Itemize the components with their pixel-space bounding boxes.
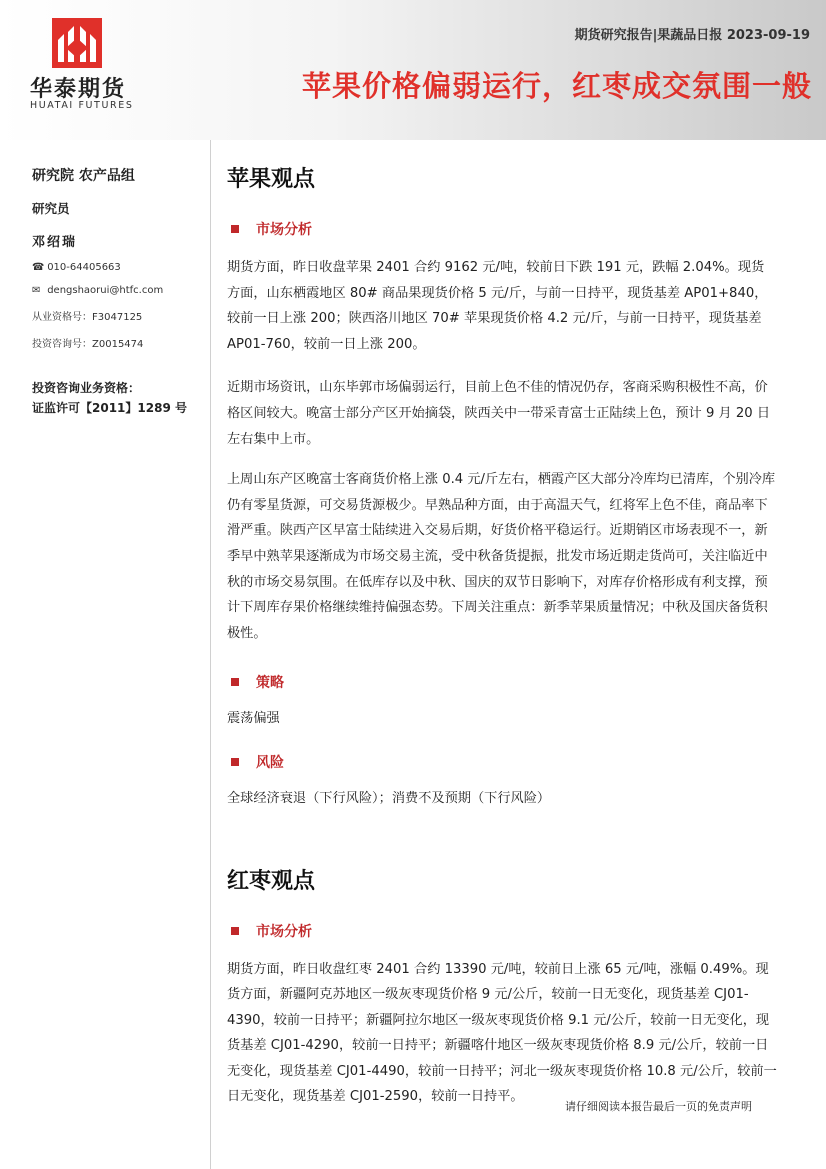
column-divider (210, 140, 211, 1169)
phone-number: 010-64405663 (47, 262, 121, 273)
apple-risk-heading (227, 752, 777, 772)
qualification-title: 投资咨询业务资格： (32, 381, 141, 395)
huatai-logo-icon (52, 18, 102, 68)
department: 研究院 农产品组 (32, 168, 135, 184)
bullet-square-icon (231, 758, 239, 766)
apple-strategy-text: 震荡偏强 (227, 711, 280, 727)
bullet-square-icon (231, 678, 239, 686)
license-number: F3047125 (92, 312, 143, 323)
jujube-market-heading (227, 921, 777, 941)
consult-label: 投资咨询号： (32, 339, 92, 350)
main-content (227, 162, 777, 1110)
jujube-section-title: 红枣观点 (227, 868, 316, 894)
analyst-role: 研究员 (32, 201, 70, 216)
sidebar (32, 165, 202, 418)
phone-line (32, 262, 202, 273)
disclaimer-note: 请仔细阅读本报告最后一页的免责声明 (565, 1100, 752, 1113)
logo-name-cn: 华泰期货 (30, 77, 127, 102)
apple-market-label: 市场分析 (256, 222, 312, 238)
apple-paragraph-2: 近期市场资讯，山东毕郭市场偏弱运行，目前上色不佳的情况仍存，客商采购积极性不高，价格区间较大。晚富士部分产区开始摘袋，陕西关中一带采青富士正陆续上色，预计 9 月 20 日左右集中上市。 (227, 380, 771, 447)
qualification (32, 378, 202, 418)
apple-paragraph-1: 期货方面，昨日收盘苹果 2401 合约 9162 元/吨，较前日下跌 191 元，跌幅 2.04%。现货方面，山东栖霞地区 80# 商品果现货价格 5 元/斤，与前一日持平，现货基差 AP01+840，较前一日上涨 200；陕西洛川地区 70# 苹果现货价格 4.2 元/斤，与前一日持平，现货基差 AP01-760，较前一日上涨 200。 (227, 260, 768, 352)
apple-market-heading (227, 219, 777, 239)
email-line (32, 285, 202, 296)
email-icon: ✉ (32, 285, 41, 296)
apple-risk-text: 全球经济衰退（下行风险）；消费不及预期（下行风险） (227, 790, 551, 806)
license-line (32, 308, 202, 323)
report-meta: 期货研究报告|果蔬品日报 2023-09-19 (574, 28, 810, 43)
apple-section-title: 苹果观点 (227, 167, 316, 192)
phone-icon: ☎ (32, 262, 45, 273)
qualification-license: 证监许可【2011】1289 号 (32, 401, 187, 415)
jujube-paragraph-1: 期货方面，昨日收盘红枣 2401 合约 13390 元/吨，较前日上涨 65 元/吨，涨幅 0.49%。现货方面，新疆阿克苏地区一级灰枣现货价格 9 元/公斤，较前一日无变化，现货基差 CJ01-4390，较前一日持平；新疆阿拉尔地区一级灰枣现货价格 9.1 元/公斤，较前一日无变化，现货基差 CJ01-4290，较前一日持平；新疆喀什地区一级灰枣现货价格 8.9 元/公斤，较前一日无变化，现货基差 CJ01-4490，较前一日持平；河北一级灰枣现货价格 10.8 元/公斤，较前一日无变化，现货基差 CJ01-2590，较前一日持平。 (227, 961, 777, 1105)
jujube-market-label: 市场分析 (256, 923, 312, 940)
apple-strategy-heading (227, 672, 777, 692)
consult-number: Z0015474 (92, 339, 144, 350)
logo-name-en: HUATAI FUTURES (30, 100, 134, 111)
bullet-square-icon (231, 225, 239, 233)
license-label: 从业资格号： (32, 312, 92, 323)
apple-paragraph-3: 上周山东产区晚富士客商货价格上涨 0.4 元/斤左右，栖霞产区大部分冷库均已清库，个别冷库仍有零星货源，可交易货源极少。早熟品种方面，由于高温天气，红将军上色不佳，商品率下滑严重。陕西产区早富士陆续进入交易后期，好货价格平稳运行。近期销区市场表现不一，新季早中熟苹果逐渐成为市场交易主流，受中秋备货提振，批发市场近期走货尚可，关注临近中秋的市场交易氛围。在低库存以及中秋、国庆的双节日影响下，对库存价格形成有利支撑，预计下周库存果价格继续维持偏强态势。下周关注重点：新季苹果质量情况；中秋及国庆备货积极性。 (227, 472, 776, 641)
consult-line (32, 335, 202, 350)
bullet-square-icon (231, 927, 239, 935)
report-title: 苹果价格偏弱运行，红枣成交氛围一般 (301, 69, 812, 103)
email-address[interactable]: dengshaorui@htfc.com (47, 285, 164, 296)
apple-strategy-label: 策略 (256, 675, 284, 692)
analyst-name: 邓绍瑞 (32, 235, 78, 250)
apple-risk-label: 风险 (256, 754, 284, 771)
